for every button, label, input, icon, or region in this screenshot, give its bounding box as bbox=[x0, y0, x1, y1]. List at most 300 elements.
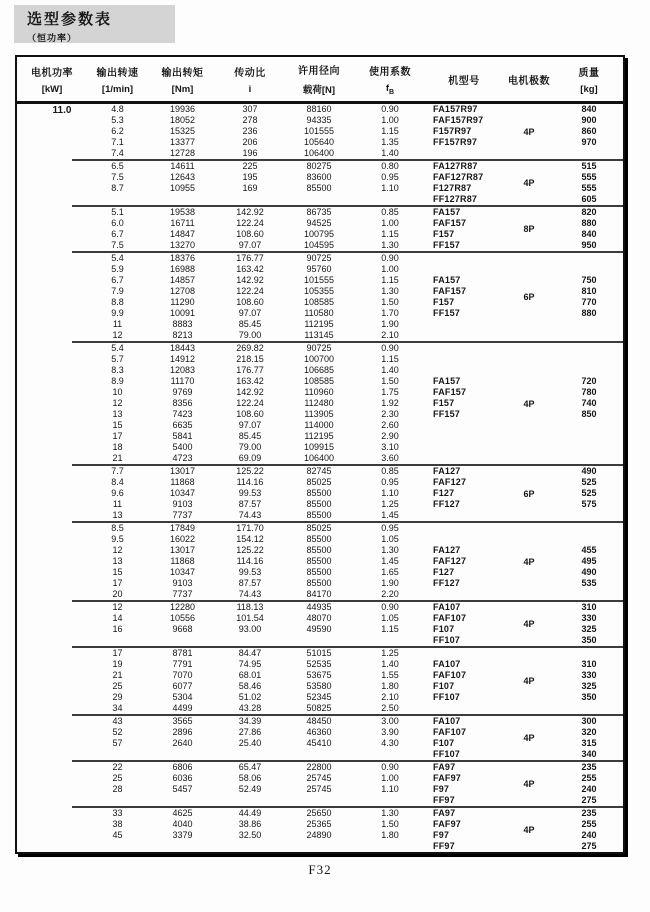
power-column-spacer bbox=[17, 409, 87, 420]
service-factor-cell: 1.15 bbox=[381, 275, 399, 285]
pole-column-spacer bbox=[503, 692, 555, 703]
power-column-spacer bbox=[17, 499, 87, 510]
speed-cell: 43 bbox=[112, 716, 123, 726]
title-box bbox=[14, 5, 175, 43]
power-column-spacer bbox=[17, 420, 87, 431]
weight-cell: 575 bbox=[581, 499, 597, 509]
pole-column-spacer bbox=[503, 523, 555, 534]
table-block bbox=[17, 343, 623, 464]
service-factor-cell: 1.15 bbox=[381, 354, 399, 364]
torque-cell: 2640 bbox=[172, 738, 193, 748]
pole-column-spacer bbox=[503, 161, 555, 172]
service-factor-cell: 1.35 bbox=[381, 137, 399, 147]
table-row bbox=[17, 659, 623, 670]
load-cell: 85500 bbox=[306, 534, 332, 544]
ratio-cell: 84.47 bbox=[238, 648, 262, 658]
service-factor-cell bbox=[355, 841, 425, 852]
pole-column-spacer bbox=[503, 703, 555, 714]
load-cell: 85025 bbox=[306, 523, 332, 533]
service-factor-cell: 1.80 bbox=[381, 830, 399, 840]
weight-cell: 840 bbox=[581, 229, 597, 239]
speed-cell: 9.9 bbox=[111, 308, 124, 318]
service-factor-cell bbox=[355, 749, 425, 760]
pole-column-spacer bbox=[503, 648, 555, 659]
ratio-cell: 52.49 bbox=[238, 784, 262, 794]
load-cell: 80275 bbox=[306, 161, 332, 171]
ratio-cell: 34.39 bbox=[238, 716, 262, 726]
weight-cell: 750 bbox=[581, 275, 597, 285]
power-column-spacer bbox=[17, 319, 87, 330]
service-factor-cell: 1.30 bbox=[381, 286, 399, 296]
service-factor-cell: 3.60 bbox=[381, 453, 399, 463]
load-cell: 22800 bbox=[306, 762, 332, 772]
weight-cell: 310 bbox=[581, 659, 597, 669]
ratio-cell: 114.16 bbox=[236, 556, 264, 566]
pole-column-spacer bbox=[503, 330, 555, 341]
table-row bbox=[17, 409, 623, 420]
load-cell: 112480 bbox=[304, 398, 334, 408]
pole-badge: 4P bbox=[523, 733, 535, 743]
table-block bbox=[17, 523, 623, 600]
power-column-spacer bbox=[17, 819, 87, 830]
service-factor-cell: 1.00 bbox=[381, 115, 399, 125]
torque-cell: 14847 bbox=[169, 229, 196, 239]
torque-cell: 4499 bbox=[172, 703, 193, 713]
load-cell: 85500 bbox=[306, 567, 332, 577]
torque-cell: 18052 bbox=[169, 115, 196, 125]
speed-cell: 17 bbox=[112, 648, 123, 658]
load-cell: 113905 bbox=[304, 409, 334, 419]
speed-cell: 25 bbox=[112, 773, 123, 783]
speed-cell: 19 bbox=[112, 659, 123, 669]
service-factor-cell: 1.90 bbox=[381, 319, 399, 329]
ratio-cell: 108.60 bbox=[236, 409, 264, 419]
table-row bbox=[17, 749, 623, 760]
speed-cell: 34 bbox=[112, 703, 123, 713]
model-cell: FAF157 bbox=[433, 286, 467, 296]
ratio-cell: 163.42 bbox=[236, 376, 264, 386]
weight-cell bbox=[555, 523, 623, 534]
weight-cell: 330 bbox=[581, 670, 597, 680]
torque-cell: 10091 bbox=[169, 308, 196, 318]
pole-column-spacer bbox=[503, 365, 555, 376]
table-body bbox=[17, 104, 623, 852]
ratio-cell: 43.28 bbox=[238, 703, 262, 713]
load-cell: 95760 bbox=[306, 264, 332, 274]
load-cell: 85500 bbox=[306, 578, 332, 588]
pole-column-spacer bbox=[503, 431, 555, 442]
power-column-spacer bbox=[17, 240, 87, 251]
table-row bbox=[17, 161, 623, 172]
pole-column-spacer bbox=[503, 240, 555, 251]
torque-cell: 9103 bbox=[172, 578, 193, 588]
table-row bbox=[17, 578, 623, 589]
model-cell: FA97 bbox=[433, 762, 456, 772]
load-cell: 106685 bbox=[303, 365, 335, 375]
header-ratio: 传动比 i bbox=[234, 67, 266, 95]
speed-cell: 25 bbox=[112, 681, 123, 691]
load-cell: 84170 bbox=[306, 589, 332, 599]
power-value: 11.0 bbox=[52, 105, 72, 116]
service-factor-cell: 0.85 bbox=[381, 207, 399, 217]
speed-cell: 5.4 bbox=[111, 253, 124, 263]
model-cell bbox=[425, 510, 503, 521]
power-column-spacer bbox=[17, 681, 87, 692]
power-column-spacer bbox=[17, 716, 87, 727]
ratio-cell: 122.24 bbox=[236, 218, 264, 228]
load-cell: 110960 bbox=[304, 387, 334, 397]
power-column-spacer bbox=[17, 795, 87, 806]
service-factor-cell: 1.05 bbox=[381, 534, 399, 544]
weight-cell: 255 bbox=[581, 773, 597, 783]
header-radial-load: 许用径向 载荷[N] bbox=[298, 66, 340, 96]
power-column-spacer bbox=[17, 218, 87, 229]
speed-cell: 6.2 bbox=[111, 126, 124, 136]
ratio-cell bbox=[217, 841, 283, 852]
ratio-cell: 176.77 bbox=[236, 253, 264, 263]
model-cell: FA157 bbox=[433, 376, 461, 386]
torque-cell: 5400 bbox=[172, 442, 193, 452]
weight-cell: 880 bbox=[581, 308, 597, 318]
power-column-spacer bbox=[17, 749, 87, 760]
model-cell bbox=[425, 264, 503, 275]
weight-cell: 235 bbox=[581, 808, 597, 818]
torque-cell: 3565 bbox=[172, 716, 193, 726]
power-column-spacer bbox=[17, 137, 87, 148]
ratio-cell: 58.46 bbox=[238, 681, 262, 691]
load-cell: 90725 bbox=[306, 343, 332, 353]
torque-cell bbox=[148, 795, 217, 806]
service-factor-cell: 0.90 bbox=[381, 602, 399, 612]
table-row bbox=[17, 308, 623, 319]
torque-cell bbox=[148, 749, 217, 760]
speed-cell bbox=[87, 635, 148, 646]
ratio-cell: 206 bbox=[242, 137, 258, 147]
service-factor-cell: 3.90 bbox=[381, 727, 399, 737]
model-cell bbox=[425, 453, 503, 464]
service-factor-cell: 1.25 bbox=[381, 499, 399, 509]
pole-badge: 8P bbox=[523, 224, 535, 234]
service-factor-cell: 2.10 bbox=[381, 330, 399, 340]
power-column-spacer bbox=[17, 115, 87, 126]
torque-cell: 19538 bbox=[169, 207, 196, 217]
load-cell: 48450 bbox=[306, 716, 332, 726]
torque-cell: 5841 bbox=[172, 431, 193, 441]
load-cell bbox=[283, 749, 355, 760]
load-cell: 82745 bbox=[306, 466, 332, 476]
load-cell: 49590 bbox=[306, 624, 332, 634]
weight-cell: 525 bbox=[581, 477, 597, 487]
header-output-speed: 输出转速 [1/min] bbox=[96, 67, 139, 95]
table-row bbox=[17, 275, 623, 286]
load-cell: 51015 bbox=[306, 648, 332, 658]
speed-cell: 11 bbox=[112, 499, 123, 509]
model-cell: FAF97 bbox=[433, 819, 462, 829]
power-column-spacer bbox=[17, 567, 87, 578]
speed-cell: 7.5 bbox=[111, 172, 124, 182]
pole-badge: 4P bbox=[523, 556, 535, 567]
weight-cell: 240 bbox=[581, 784, 597, 794]
speed-cell: 16 bbox=[112, 624, 123, 634]
load-cell: 25365 bbox=[306, 819, 332, 829]
ratio-cell: 125.22 bbox=[236, 545, 264, 555]
model-cell: FAF157R97 bbox=[433, 115, 484, 125]
pole-column-spacer bbox=[503, 207, 555, 218]
load-cell: 85500 bbox=[306, 499, 332, 509]
speed-cell: 7.7 bbox=[111, 466, 124, 476]
weight-cell: 255 bbox=[581, 819, 597, 829]
speed-cell: 17 bbox=[112, 431, 123, 441]
speed-cell bbox=[87, 194, 148, 205]
speed-cell: 11 bbox=[112, 319, 123, 329]
service-factor-cell: 0.90 bbox=[381, 343, 399, 353]
model-cell: FAF157 bbox=[433, 387, 467, 397]
load-cell: 24890 bbox=[306, 830, 332, 840]
model-cell bbox=[425, 319, 503, 330]
model-cell: FF127 bbox=[433, 578, 461, 588]
weight-cell bbox=[555, 330, 623, 341]
model-cell bbox=[425, 589, 503, 600]
ratio-cell: 99.53 bbox=[238, 488, 262, 498]
pole-column-spacer bbox=[503, 343, 555, 354]
pole-column-spacer bbox=[503, 477, 555, 488]
torque-cell: 9668 bbox=[172, 624, 193, 634]
pole-badge: 4P bbox=[523, 676, 535, 686]
ratio-cell: 97.07 bbox=[238, 420, 262, 430]
load-cell: 48070 bbox=[306, 613, 332, 623]
load-cell: 44935 bbox=[306, 602, 332, 612]
ratio-cell: 38.86 bbox=[238, 819, 262, 829]
ratio-cell: 114.16 bbox=[236, 477, 264, 487]
torque-cell: 7737 bbox=[172, 589, 193, 599]
model-cell: F127 bbox=[433, 567, 455, 577]
power-column-spacer bbox=[17, 808, 87, 819]
selection-parameter-table bbox=[15, 55, 625, 854]
power-column-spacer bbox=[17, 602, 87, 613]
speed-cell: 7.9 bbox=[111, 286, 124, 296]
speed-cell: 8.7 bbox=[111, 183, 124, 193]
service-factor-cell: 1.05 bbox=[381, 613, 399, 623]
ratio-cell: 225 bbox=[242, 161, 258, 171]
model-cell: FA157 bbox=[433, 207, 461, 217]
torque-cell: 11868 bbox=[170, 477, 195, 487]
ratio-cell: 196 bbox=[242, 148, 258, 158]
power-column-spacer bbox=[17, 161, 87, 172]
header-service-factor: 使用系数 $f_B$ bbox=[369, 66, 411, 96]
ratio-cell: 79.00 bbox=[238, 330, 262, 340]
model-cell: FA157 bbox=[433, 275, 461, 285]
torque-cell: 6806 bbox=[172, 762, 193, 772]
weight-cell bbox=[555, 703, 623, 714]
power-column-spacer bbox=[17, 194, 87, 205]
load-cell: 86735 bbox=[306, 207, 332, 217]
pole-column-spacer bbox=[503, 578, 555, 589]
model-cell: F107 bbox=[433, 624, 455, 634]
load-cell: 108585 bbox=[303, 297, 335, 307]
power-column-spacer bbox=[17, 376, 87, 387]
power-column-spacer bbox=[17, 635, 87, 646]
torque-cell: 6077 bbox=[172, 681, 193, 691]
pole-column-spacer bbox=[503, 319, 555, 330]
speed-cell: 18 bbox=[112, 442, 123, 452]
service-factor-cell: 2.20 bbox=[381, 589, 399, 599]
weight-cell: 720 bbox=[581, 376, 597, 386]
pole-column-spacer bbox=[503, 442, 555, 453]
power-column-spacer bbox=[17, 431, 87, 442]
torque-cell: 18443 bbox=[169, 343, 196, 353]
torque-cell: 12708 bbox=[169, 286, 196, 296]
power-column-spacer bbox=[17, 510, 87, 521]
power-column-spacer bbox=[17, 534, 87, 545]
service-factor-cell: 0.85 bbox=[381, 466, 399, 476]
table-row bbox=[17, 387, 623, 398]
ratio-cell: 176.77 bbox=[236, 365, 264, 375]
torque-cell: 12083 bbox=[169, 365, 196, 375]
torque-cell: 8781 bbox=[172, 648, 193, 658]
speed-cell: 5.7 bbox=[111, 354, 124, 364]
weight-cell: 350 bbox=[581, 635, 597, 645]
weight-cell bbox=[555, 253, 623, 264]
pole-badge: 4P bbox=[523, 178, 535, 188]
torque-cell: 6036 bbox=[172, 773, 193, 783]
speed-cell: 38 bbox=[112, 819, 123, 829]
service-factor-cell: 1.65 bbox=[381, 567, 399, 577]
service-factor-cell bbox=[355, 635, 425, 646]
load-cell bbox=[283, 841, 355, 852]
model-cell: FAF97 bbox=[433, 773, 462, 783]
model-cell bbox=[425, 703, 503, 714]
service-factor-cell: 2.50 bbox=[381, 703, 399, 713]
torque-cell: 13377 bbox=[169, 137, 196, 147]
ratio-cell: 122.24 bbox=[236, 286, 264, 296]
service-factor-cell: 1.50 bbox=[381, 297, 399, 307]
torque-cell bbox=[148, 841, 217, 852]
table-row bbox=[17, 115, 623, 126]
torque-cell: 6635 bbox=[172, 420, 193, 430]
power-column-spacer bbox=[17, 773, 87, 784]
weight-cell bbox=[555, 343, 623, 354]
model-cell bbox=[425, 330, 503, 341]
model-cell: FA97 bbox=[433, 808, 456, 818]
weight-cell bbox=[555, 319, 623, 330]
table-row bbox=[17, 319, 623, 330]
load-cell: 101555 bbox=[303, 126, 335, 136]
ratio-cell: 218.15 bbox=[236, 354, 264, 364]
speed-cell: 5.1 bbox=[111, 207, 124, 217]
speed-cell: 8.8 bbox=[111, 297, 124, 307]
model-cell: FA127R87 bbox=[433, 161, 478, 171]
power-column-spacer bbox=[17, 762, 87, 773]
weight-cell: 490 bbox=[581, 466, 597, 476]
service-factor-cell: 0.90 bbox=[381, 253, 399, 263]
load-cell: 114000 bbox=[304, 420, 334, 430]
torque-cell: 16988 bbox=[169, 264, 196, 274]
speed-cell: 6.7 bbox=[111, 229, 124, 239]
model-cell bbox=[425, 148, 503, 159]
power-column-spacer bbox=[17, 488, 87, 499]
weight-cell: 490 bbox=[581, 567, 597, 577]
pole-column-spacer bbox=[503, 253, 555, 264]
torque-cell: 2896 bbox=[172, 727, 193, 737]
power-column-spacer bbox=[17, 398, 87, 409]
power-column-spacer bbox=[17, 670, 87, 681]
table-row bbox=[17, 240, 623, 251]
ratio-cell: 171.70 bbox=[236, 523, 264, 533]
service-factor-cell: 1.30 bbox=[381, 545, 399, 555]
power-column-spacer bbox=[17, 308, 87, 319]
table-row bbox=[17, 330, 623, 341]
service-factor-cell: 1.10 bbox=[381, 784, 399, 794]
table-row bbox=[17, 567, 623, 578]
table-block bbox=[17, 466, 623, 521]
power-column-spacer bbox=[17, 264, 87, 275]
table-row bbox=[17, 354, 623, 365]
load-cell: 53580 bbox=[306, 681, 332, 691]
weight-cell: 310 bbox=[581, 602, 597, 612]
pole-column-spacer bbox=[503, 409, 555, 420]
torque-cell: 10347 bbox=[169, 567, 196, 577]
torque-cell: 3379 bbox=[172, 830, 193, 840]
model-cell: F97 bbox=[433, 830, 450, 840]
ratio-cell: 87.57 bbox=[238, 578, 262, 588]
power-column-spacer bbox=[17, 297, 87, 308]
service-factor-cell: 1.30 bbox=[381, 808, 399, 818]
table-row bbox=[17, 762, 623, 773]
pole-column-spacer bbox=[503, 534, 555, 545]
service-factor-cell: 1.80 bbox=[381, 681, 399, 691]
model-cell bbox=[425, 253, 503, 264]
table-block bbox=[17, 161, 623, 205]
torque-cell bbox=[148, 194, 217, 205]
pole-column-spacer bbox=[503, 387, 555, 398]
weight-cell: 850 bbox=[581, 409, 597, 419]
ratio-cell: 87.57 bbox=[238, 499, 262, 509]
ratio-cell: 142.92 bbox=[236, 387, 264, 397]
service-factor-cell: 0.80 bbox=[381, 161, 399, 171]
table-row bbox=[17, 104, 623, 115]
power-column-spacer bbox=[17, 183, 87, 194]
model-cell: FF157 bbox=[433, 240, 461, 250]
power-column-spacer bbox=[17, 784, 87, 795]
load-cell: 25650 bbox=[306, 808, 332, 818]
speed-cell: 6.0 bbox=[111, 218, 124, 228]
load-cell: 113145 bbox=[304, 330, 334, 340]
power-column-spacer bbox=[17, 148, 87, 159]
weight-cell: 525 bbox=[581, 488, 597, 498]
ratio-cell: 108.60 bbox=[236, 297, 264, 307]
model-cell: FF157R97 bbox=[433, 137, 478, 147]
ratio-cell: 51.02 bbox=[238, 692, 262, 702]
pole-column-spacer bbox=[503, 194, 555, 205]
ratio-cell bbox=[217, 749, 283, 760]
ratio-cell: 236 bbox=[242, 126, 258, 136]
service-factor-cell: 2.60 bbox=[381, 420, 399, 430]
power-column-spacer bbox=[17, 253, 87, 264]
ratio-cell: 101.54 bbox=[236, 613, 264, 623]
model-cell bbox=[425, 354, 503, 365]
header-motor-power: 电机功率 [kW] bbox=[31, 67, 73, 95]
weight-cell: 325 bbox=[581, 624, 597, 634]
weight-cell: 320 bbox=[581, 727, 597, 737]
torque-cell: 8883 bbox=[172, 319, 193, 329]
torque-cell: 12280 bbox=[169, 602, 196, 612]
torque-cell: 14611 bbox=[170, 161, 195, 171]
model-cell: F127 bbox=[433, 488, 455, 498]
weight-cell: 970 bbox=[581, 137, 597, 147]
power-column-spacer bbox=[17, 387, 87, 398]
load-cell: 108585 bbox=[303, 376, 335, 386]
model-cell: FAF107 bbox=[433, 727, 467, 737]
